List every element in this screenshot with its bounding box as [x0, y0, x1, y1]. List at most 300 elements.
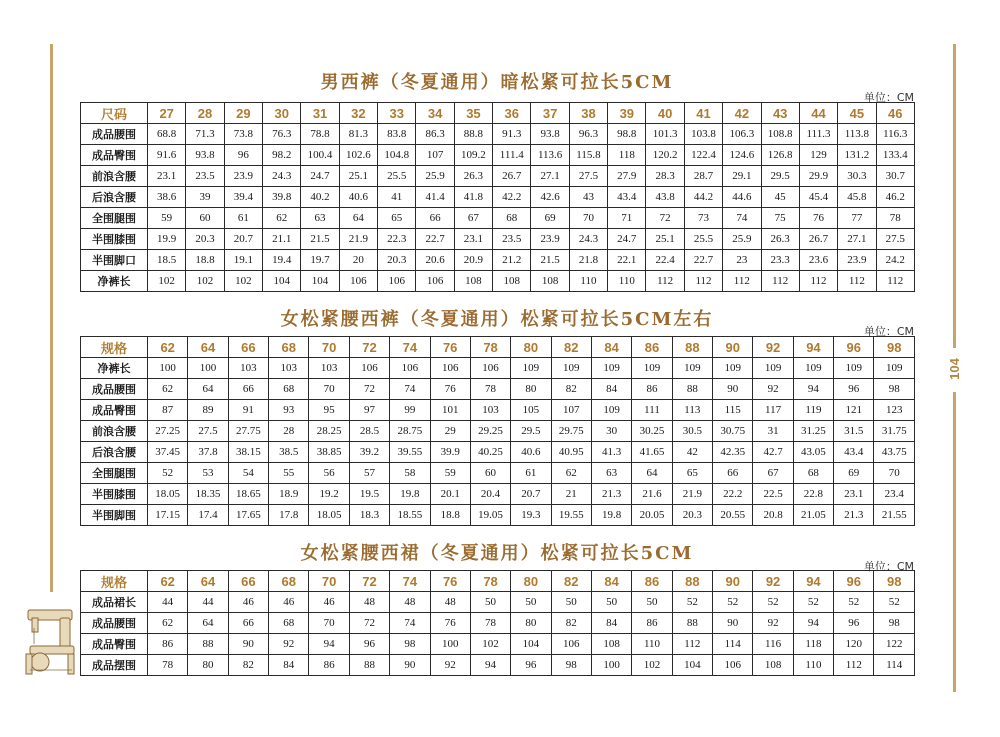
measurement-cell: 52 — [148, 463, 188, 484]
size-header-cell: 88 — [672, 337, 712, 358]
measurement-cell: 108 — [493, 271, 531, 292]
measurement-cell: 46.2 — [876, 187, 914, 208]
size-table-womens-trousers — [80, 336, 915, 526]
measurement-cell: 17.15 — [148, 505, 188, 526]
measurement-cell: 20.7 — [511, 484, 551, 505]
measurement-cell: 22.5 — [753, 484, 793, 505]
measurement-cell: 106 — [416, 271, 454, 292]
measurement-cell: 109 — [632, 358, 672, 379]
measurement-cell: 20.7 — [224, 229, 262, 250]
measurement-cell: 82 — [228, 655, 268, 676]
measurement-cell: 106 — [470, 358, 510, 379]
measurement-cell: 94 — [793, 613, 833, 634]
measurement-cell: 112 — [838, 271, 876, 292]
measurement-cell: 42 — [672, 442, 712, 463]
measurement-cell: 23.6 — [799, 250, 837, 271]
measurement-cell: 120 — [834, 634, 874, 655]
measurement-cell: 72 — [349, 379, 389, 400]
measurement-cell: 104 — [301, 271, 339, 292]
measurement-cell: 25.1 — [646, 229, 684, 250]
measurement-cell: 29 — [430, 421, 470, 442]
measurement-cell: 29.1 — [723, 166, 761, 187]
measurement-cell: 31.25 — [793, 421, 833, 442]
measurement-cell: 72 — [349, 613, 389, 634]
measurement-cell: 117 — [753, 400, 793, 421]
measurement-cell: 27.5 — [876, 229, 914, 250]
table-title-womens-trousers: 女松紧腰西裤（冬夏通用）松紧可拉长5CM左右 — [280, 309, 714, 330]
measurement-cell: 90 — [390, 655, 430, 676]
table-row — [81, 229, 915, 250]
measurement-cell: 71.3 — [186, 124, 224, 145]
measurement-cell: 41.3 — [591, 442, 631, 463]
measurement-cell: 28 — [269, 421, 309, 442]
measurement-cell: 69 — [834, 463, 874, 484]
measurement-cell: 61 — [224, 208, 262, 229]
measurement-cell: 23.1 — [454, 229, 492, 250]
measurement-cell: 25.5 — [684, 229, 722, 250]
measurement-cell: 66 — [228, 613, 268, 634]
measurement-cell: 131.2 — [838, 145, 876, 166]
measurement-cell: 31.5 — [834, 421, 874, 442]
size-header-cell: 96 — [834, 337, 874, 358]
measurement-cell: 99 — [390, 400, 430, 421]
size-header-cell: 39 — [608, 103, 646, 124]
measurement-cell: 109 — [672, 358, 712, 379]
measurement-cell: 59 — [430, 463, 470, 484]
measurement-cell: 64 — [188, 613, 228, 634]
size-header-cell: 46 — [876, 103, 914, 124]
measurement-cell: 42.2 — [493, 187, 531, 208]
measurement-cell: 23.9 — [838, 250, 876, 271]
size-header-cell: 74 — [390, 571, 430, 592]
measurement-cell: 26.3 — [454, 166, 492, 187]
measurement-cell: 65 — [672, 463, 712, 484]
measurement-cell: 45.8 — [838, 187, 876, 208]
measurement-cell: 105 — [511, 400, 551, 421]
measurement-cell: 28.5 — [349, 421, 389, 442]
row-label-cell: 净裤长 — [81, 271, 148, 292]
measurement-cell: 90 — [713, 613, 753, 634]
measurement-cell: 48 — [430, 592, 470, 613]
measurement-cell: 109 — [753, 358, 793, 379]
table-header-row — [81, 337, 915, 358]
measurement-cell: 104 — [263, 271, 301, 292]
measurement-cell: 103 — [269, 358, 309, 379]
left-border-line — [50, 44, 53, 592]
size-header-cell: 68 — [269, 337, 309, 358]
size-header-cell: 30 — [263, 103, 301, 124]
measurement-cell: 41.65 — [632, 442, 672, 463]
measurement-cell: 25.1 — [339, 166, 377, 187]
measurement-cell: 21.3 — [591, 484, 631, 505]
measurement-cell: 23.4 — [874, 484, 915, 505]
size-header-cell: 33 — [378, 103, 416, 124]
measurement-cell: 68 — [493, 208, 531, 229]
measurement-cell: 75 — [761, 208, 799, 229]
measurement-cell: 110 — [632, 634, 672, 655]
measurement-cell: 133.4 — [876, 145, 914, 166]
measurement-cell: 24.3 — [569, 229, 607, 250]
measurement-cell: 90 — [228, 634, 268, 655]
measurement-cell: 97 — [349, 400, 389, 421]
measurement-cell: 70 — [569, 208, 607, 229]
measurement-cell: 38.5 — [269, 442, 309, 463]
table-row — [81, 613, 915, 634]
measurement-cell: 23 — [723, 250, 761, 271]
measurement-cell: 17.8 — [269, 505, 309, 526]
measurement-cell: 18.05 — [309, 505, 349, 526]
measurement-cell: 30.25 — [632, 421, 672, 442]
measurement-cell: 43 — [569, 187, 607, 208]
size-header-cell: 92 — [753, 571, 793, 592]
measurement-cell: 23.5 — [186, 166, 224, 187]
measurement-cell: 124.6 — [723, 145, 761, 166]
table-row — [81, 421, 915, 442]
measurement-cell: 96 — [224, 145, 262, 166]
measurement-cell: 112 — [876, 271, 914, 292]
measurement-cell: 92 — [269, 634, 309, 655]
measurement-cell: 39.2 — [349, 442, 389, 463]
measurement-cell: 19.1 — [224, 250, 262, 271]
measurement-cell: 20.4 — [470, 484, 510, 505]
measurement-cell: 68.8 — [148, 124, 186, 145]
size-header-cell: 80 — [511, 571, 551, 592]
measurement-cell: 20.9 — [454, 250, 492, 271]
measurement-cell: 88 — [188, 634, 228, 655]
measurement-cell: 122 — [874, 634, 915, 655]
size-header-cell: 31 — [301, 103, 339, 124]
size-header-cell: 34 — [416, 103, 454, 124]
measurement-cell: 21.2 — [493, 250, 531, 271]
measurement-cell: 120.2 — [646, 145, 684, 166]
measurement-cell: 23.1 — [148, 166, 186, 187]
measurement-cell: 104 — [511, 634, 551, 655]
measurement-cell: 27.5 — [188, 421, 228, 442]
row-label-cell: 后浪含腰 — [81, 442, 148, 463]
measurement-cell: 20.55 — [713, 505, 753, 526]
measurement-cell: 60 — [470, 463, 510, 484]
measurement-cell: 70 — [309, 613, 349, 634]
measurement-cell: 100.4 — [301, 145, 339, 166]
measurement-cell: 43.75 — [874, 442, 915, 463]
measurement-cell: 118 — [793, 634, 833, 655]
measurement-cell: 76 — [799, 208, 837, 229]
measurement-cell: 44.6 — [723, 187, 761, 208]
measurement-cell: 68 — [269, 379, 309, 400]
measurement-cell: 62 — [148, 613, 188, 634]
measurement-cell: 84 — [591, 379, 631, 400]
measurement-cell: 112 — [761, 271, 799, 292]
measurement-cell: 110 — [793, 655, 833, 676]
measurement-cell: 21.5 — [301, 229, 339, 250]
measurement-cell: 100 — [188, 358, 228, 379]
measurement-cell: 20.05 — [632, 505, 672, 526]
measurement-cell: 57 — [349, 463, 389, 484]
row-label-cell: 半围脚口 — [81, 250, 148, 271]
measurement-cell: 98.2 — [263, 145, 301, 166]
measurement-cell: 109 — [551, 358, 591, 379]
measurement-cell: 20.8 — [753, 505, 793, 526]
measurement-cell: 109 — [793, 358, 833, 379]
measurement-cell: 50 — [551, 592, 591, 613]
size-header-cell: 43 — [761, 103, 799, 124]
measurement-cell: 40.2 — [301, 187, 339, 208]
measurement-cell: 40.25 — [470, 442, 510, 463]
size-header-cell: 37 — [531, 103, 569, 124]
measurement-cell: 18.9 — [269, 484, 309, 505]
table-row — [81, 187, 915, 208]
measurement-cell: 78 — [148, 655, 188, 676]
measurement-cell: 73 — [684, 208, 722, 229]
size-header-cell: 42 — [723, 103, 761, 124]
measurement-cell: 123 — [874, 400, 915, 421]
measurement-cell: 20 — [339, 250, 377, 271]
measurement-cell: 112 — [799, 271, 837, 292]
row-label-cell: 半围脚围 — [81, 505, 148, 526]
table-row — [81, 484, 915, 505]
measurement-cell: 46 — [269, 592, 309, 613]
measurement-cell: 68 — [269, 613, 309, 634]
measurement-cell: 22.3 — [378, 229, 416, 250]
measurement-cell: 52 — [793, 592, 833, 613]
measurement-cell: 109.2 — [454, 145, 492, 166]
measurement-cell: 55 — [269, 463, 309, 484]
header-label-cell: 尺码 — [81, 103, 148, 124]
measurement-cell: 76 — [430, 613, 470, 634]
measurement-cell: 78 — [876, 208, 914, 229]
measurement-cell: 91.6 — [148, 145, 186, 166]
measurement-cell: 65 — [378, 208, 416, 229]
measurement-cell: 18.65 — [228, 484, 268, 505]
size-table-womens-skirt — [80, 570, 915, 676]
measurement-cell: 66 — [713, 463, 753, 484]
size-header-cell: 76 — [430, 571, 470, 592]
size-header-cell: 29 — [224, 103, 262, 124]
measurement-cell: 24.7 — [301, 166, 339, 187]
measurement-cell: 20.1 — [430, 484, 470, 505]
measurement-cell: 92 — [753, 613, 793, 634]
size-header-cell: 98 — [874, 337, 915, 358]
row-label-cell: 前浪含腰 — [81, 421, 148, 442]
size-header-cell: 84 — [591, 337, 631, 358]
measurement-cell: 106 — [390, 358, 430, 379]
header-label-cell: 规格 — [81, 337, 148, 358]
measurement-cell: 106 — [339, 271, 377, 292]
size-header-cell: 80 — [511, 337, 551, 358]
measurement-cell: 64 — [339, 208, 377, 229]
measurement-cell: 43.4 — [834, 442, 874, 463]
table-header-row — [81, 571, 915, 592]
measurement-cell: 38.15 — [228, 442, 268, 463]
measurement-cell: 94 — [470, 655, 510, 676]
measurement-cell: 106 — [430, 358, 470, 379]
measurement-cell: 108 — [591, 634, 631, 655]
measurement-cell: 39.9 — [430, 442, 470, 463]
measurement-cell: 24.3 — [263, 166, 301, 187]
measurement-cell: 106 — [713, 655, 753, 676]
measurement-cell: 84 — [269, 655, 309, 676]
measurement-cell: 20.3 — [186, 229, 224, 250]
measurement-cell: 112 — [672, 634, 712, 655]
measurement-cell: 21.9 — [672, 484, 712, 505]
measurement-cell: 18.5 — [148, 250, 186, 271]
table-row — [81, 166, 915, 187]
measurement-cell: 48 — [349, 592, 389, 613]
measurement-cell: 77 — [838, 208, 876, 229]
measurement-cell: 70 — [874, 463, 915, 484]
measurement-cell: 60 — [186, 208, 224, 229]
measurement-cell: 102 — [186, 271, 224, 292]
row-label-cell: 全围腿围 — [81, 463, 148, 484]
table-row — [81, 250, 915, 271]
measurement-cell: 18.55 — [390, 505, 430, 526]
measurement-cell: 87 — [148, 400, 188, 421]
measurement-cell: 80 — [511, 613, 551, 634]
measurement-cell: 108.8 — [761, 124, 799, 145]
measurement-cell: 30 — [591, 421, 631, 442]
measurement-cell: 20.6 — [416, 250, 454, 271]
measurement-cell: 95 — [309, 400, 349, 421]
measurement-cell: 109 — [874, 358, 915, 379]
measurement-cell: 96 — [349, 634, 389, 655]
measurement-cell: 29.9 — [799, 166, 837, 187]
measurement-cell: 82 — [551, 379, 591, 400]
measurement-cell: 19.9 — [148, 229, 186, 250]
measurement-cell: 26.3 — [761, 229, 799, 250]
measurement-cell: 23.9 — [531, 229, 569, 250]
measurement-cell: 119 — [793, 400, 833, 421]
right-border-line-top — [953, 44, 956, 348]
measurement-cell: 88 — [349, 655, 389, 676]
measurement-cell: 21.6 — [632, 484, 672, 505]
measurement-cell: 59 — [148, 208, 186, 229]
measurement-cell: 30.3 — [838, 166, 876, 187]
measurement-cell: 23.5 — [493, 229, 531, 250]
measurement-cell: 42.35 — [713, 442, 753, 463]
measurement-cell: 91.3 — [493, 124, 531, 145]
table-row — [81, 379, 915, 400]
measurement-cell: 50 — [470, 592, 510, 613]
table-row — [81, 145, 915, 166]
measurement-cell: 21.3 — [834, 505, 874, 526]
measurement-cell: 103 — [470, 400, 510, 421]
measurement-cell: 100 — [430, 634, 470, 655]
measurement-cell: 18.35 — [188, 484, 228, 505]
measurement-cell: 93 — [269, 400, 309, 421]
measurement-cell: 112 — [723, 271, 761, 292]
measurement-cell: 23.9 — [224, 166, 262, 187]
measurement-cell: 112 — [684, 271, 722, 292]
size-header-cell: 27 — [148, 103, 186, 124]
measurement-cell: 67 — [753, 463, 793, 484]
size-header-cell: 96 — [834, 571, 874, 592]
measurement-cell: 122.4 — [684, 145, 722, 166]
unit-label: 单位：CM — [863, 91, 914, 104]
measurement-cell: 115 — [713, 400, 753, 421]
measurement-cell: 88.8 — [454, 124, 492, 145]
measurement-cell: 52 — [713, 592, 753, 613]
measurement-cell: 46 — [228, 592, 268, 613]
measurement-cell: 78 — [470, 379, 510, 400]
measurement-cell: 62 — [148, 379, 188, 400]
measurement-cell: 23.3 — [761, 250, 799, 271]
measurement-cell: 129 — [799, 145, 837, 166]
row-label-cell: 净裤长 — [81, 358, 148, 379]
measurement-cell: 18.3 — [349, 505, 389, 526]
measurement-cell: 22.2 — [713, 484, 753, 505]
size-header-cell: 45 — [838, 103, 876, 124]
measurement-cell: 27.1 — [531, 166, 569, 187]
measurement-cell: 102 — [470, 634, 510, 655]
measurement-cell: 42.6 — [531, 187, 569, 208]
measurement-cell: 22.7 — [416, 229, 454, 250]
measurement-cell: 126.8 — [761, 145, 799, 166]
measurement-cell: 25.5 — [378, 166, 416, 187]
measurement-cell: 22.4 — [646, 250, 684, 271]
measurement-cell: 22.7 — [684, 250, 722, 271]
measurement-cell: 50 — [632, 592, 672, 613]
size-header-cell: 84 — [591, 571, 631, 592]
size-header-cell: 86 — [632, 571, 672, 592]
measurement-cell: 98.8 — [608, 124, 646, 145]
row-label-cell: 前浪含腰 — [81, 166, 148, 187]
measurement-cell: 29.5 — [511, 421, 551, 442]
measurement-cell: 19.8 — [591, 505, 631, 526]
measurement-cell: 113.6 — [531, 145, 569, 166]
measurement-cell: 108 — [753, 655, 793, 676]
measurement-cell: 28.25 — [309, 421, 349, 442]
measurement-cell: 103.8 — [684, 124, 722, 145]
measurement-cell: 98 — [390, 634, 430, 655]
measurement-cell: 20.3 — [378, 250, 416, 271]
measurement-cell: 19.2 — [309, 484, 349, 505]
measurement-cell: 93.8 — [186, 145, 224, 166]
measurement-cell: 98 — [874, 613, 915, 634]
measurement-cell: 115.8 — [569, 145, 607, 166]
measurement-cell: 64 — [632, 463, 672, 484]
measurement-cell: 102 — [632, 655, 672, 676]
measurement-cell: 94 — [309, 634, 349, 655]
measurement-cell: 72 — [646, 208, 684, 229]
measurement-cell: 106 — [551, 634, 591, 655]
measurement-cell: 67 — [454, 208, 492, 229]
measurement-cell: 76 — [430, 379, 470, 400]
measurement-cell: 78 — [470, 613, 510, 634]
measurement-cell: 19.05 — [470, 505, 510, 526]
measurement-cell: 43.05 — [793, 442, 833, 463]
measurement-cell: 37.8 — [188, 442, 228, 463]
size-header-cell: 90 — [713, 337, 753, 358]
measurement-cell: 21.5 — [531, 250, 569, 271]
measurement-cell: 45.4 — [799, 187, 837, 208]
table-row — [81, 358, 915, 379]
row-label-cell: 半围膝围 — [81, 229, 148, 250]
header-label-cell: 规格 — [81, 571, 148, 592]
measurement-cell: 38.6 — [148, 187, 186, 208]
measurement-cell: 41.4 — [416, 187, 454, 208]
measurement-cell: 52 — [753, 592, 793, 613]
measurement-cell: 22.1 — [608, 250, 646, 271]
size-header-cell: 82 — [551, 337, 591, 358]
measurement-cell: 43.8 — [646, 187, 684, 208]
measurement-cell: 69 — [531, 208, 569, 229]
measurement-cell: 31.75 — [874, 421, 915, 442]
measurement-cell: 52 — [834, 592, 874, 613]
measurement-cell: 58 — [390, 463, 430, 484]
size-header-cell: 64 — [188, 337, 228, 358]
size-header-cell: 88 — [672, 571, 712, 592]
measurement-cell: 66 — [416, 208, 454, 229]
